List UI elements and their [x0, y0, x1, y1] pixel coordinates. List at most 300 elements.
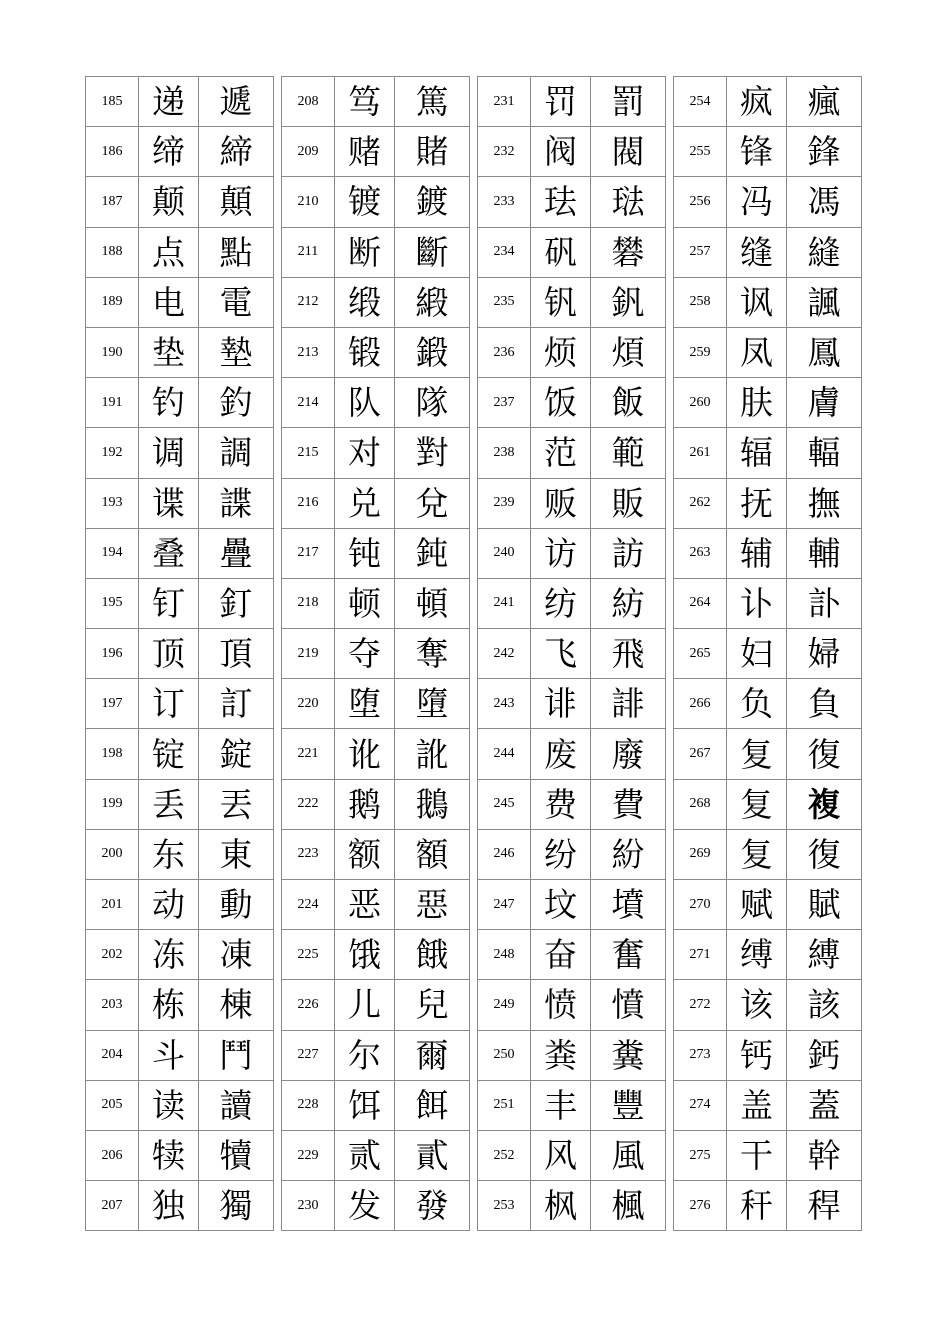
- simplified-character: 东: [139, 829, 199, 879]
- traditional-character: 兒: [395, 980, 470, 1030]
- table-row: [674, 679, 862, 729]
- simplified-character: 饭: [531, 378, 591, 428]
- row-number: 204: [86, 1030, 139, 1080]
- simplified-character: 栋: [139, 980, 199, 1030]
- row-number: 232: [478, 127, 531, 177]
- table-row: [478, 177, 666, 227]
- simplified-character: 动: [139, 880, 199, 930]
- table-row: [282, 1130, 470, 1180]
- simplified-character: 抚: [727, 478, 787, 528]
- table-row: [86, 980, 274, 1030]
- row-number: 274: [674, 1080, 727, 1130]
- traditional-character: 風: [591, 1130, 666, 1180]
- row-number: 191: [86, 378, 139, 428]
- simplified-character: 谍: [139, 478, 199, 528]
- simplified-character: 队: [335, 378, 395, 428]
- row-number: 260: [674, 378, 727, 428]
- table-row: [282, 679, 470, 729]
- table-row: [86, 729, 274, 779]
- table-row: [478, 679, 666, 729]
- table-row: [282, 428, 470, 478]
- simplified-character: 饵: [335, 1080, 395, 1130]
- table-row: [674, 327, 862, 377]
- table-row: [282, 779, 470, 829]
- row-number: 276: [674, 1181, 727, 1231]
- simplified-character: 肤: [727, 378, 787, 428]
- row-number: 271: [674, 930, 727, 980]
- table-row: [478, 1181, 666, 1231]
- table-row: [478, 779, 666, 829]
- table-row: [478, 829, 666, 879]
- row-number: 254: [674, 77, 727, 127]
- row-number: 247: [478, 880, 531, 930]
- traditional-character: 發: [395, 1181, 470, 1231]
- traditional-character: 鍛: [395, 327, 470, 377]
- traditional-character: 紛: [591, 829, 666, 879]
- table-row: [478, 880, 666, 930]
- traditional-character: 復: [787, 729, 862, 779]
- table-row: [282, 829, 470, 879]
- traditional-character: 閥: [591, 127, 666, 177]
- traditional-character: 餌: [395, 1080, 470, 1130]
- table-row: [86, 478, 274, 528]
- traditional-character: 棟: [199, 980, 274, 1030]
- simplified-character: 飞: [531, 629, 591, 679]
- traditional-character: 琺: [591, 177, 666, 227]
- table-row: [282, 127, 470, 177]
- row-number: 231: [478, 77, 531, 127]
- traditional-character: 緞: [395, 277, 470, 327]
- simplified-character: 愤: [531, 980, 591, 1030]
- simplified-character: 纺: [531, 578, 591, 628]
- traditional-character: 罰: [591, 77, 666, 127]
- simplified-character: 风: [531, 1130, 591, 1180]
- traditional-character: 瘋: [787, 77, 862, 127]
- traditional-character: 飯: [591, 378, 666, 428]
- traditional-character: 鍍: [395, 177, 470, 227]
- simplified-character: 鹅: [335, 779, 395, 829]
- row-number: 265: [674, 629, 727, 679]
- traditional-character: 錠: [199, 729, 274, 779]
- simplified-character: 烦: [531, 327, 591, 377]
- simplified-character: 顿: [335, 578, 395, 628]
- row-number: 193: [86, 478, 139, 528]
- row-number: 236: [478, 327, 531, 377]
- traditional-character: 丟: [199, 779, 274, 829]
- row-number: 199: [86, 779, 139, 829]
- simplified-character: 递: [139, 77, 199, 127]
- simplified-character: 纷: [531, 829, 591, 879]
- table-row: [674, 629, 862, 679]
- simplified-character: 讽: [727, 277, 787, 327]
- row-number: 267: [674, 729, 727, 779]
- table-row: [478, 1030, 666, 1080]
- simplified-character: 珐: [531, 177, 591, 227]
- table-row: [674, 1030, 862, 1080]
- traditional-character: 廢: [591, 729, 666, 779]
- traditional-character: 墳: [591, 880, 666, 930]
- row-number: 240: [478, 528, 531, 578]
- traditional-character: 動: [199, 880, 274, 930]
- simplified-character: 矾: [531, 227, 591, 277]
- traditional-character: 奮: [591, 930, 666, 980]
- row-number: 263: [674, 528, 727, 578]
- row-number: 223: [282, 829, 335, 879]
- simplified-character: 垫: [139, 327, 199, 377]
- row-number: 195: [86, 578, 139, 628]
- simplified-character: 颠: [139, 177, 199, 227]
- table-row: [674, 1181, 862, 1231]
- table-row: [478, 629, 666, 679]
- table-row: [86, 127, 274, 177]
- traditional-character: 撫: [787, 478, 862, 528]
- row-number: 188: [86, 227, 139, 277]
- simplified-character: 钓: [139, 378, 199, 428]
- simplified-character: 负: [727, 679, 787, 729]
- table-row: [478, 980, 666, 1030]
- table-row: [674, 578, 862, 628]
- row-number: 200: [86, 829, 139, 879]
- table-row: [86, 930, 274, 980]
- table-row: [674, 779, 862, 829]
- row-number: 248: [478, 930, 531, 980]
- table-row: [282, 1030, 470, 1080]
- simplified-character: 斗: [139, 1030, 199, 1080]
- simplified-character: 兑: [335, 478, 395, 528]
- simplified-character: 缔: [139, 127, 199, 177]
- row-number: 230: [282, 1181, 335, 1231]
- row-number: 228: [282, 1080, 335, 1130]
- row-number: 185: [86, 77, 139, 127]
- table-row: [478, 578, 666, 628]
- simplified-character: 笃: [335, 77, 395, 127]
- simplified-character: 范: [531, 428, 591, 478]
- table-row: [282, 77, 470, 127]
- traditional-character: 顛: [199, 177, 274, 227]
- table-row: [478, 378, 666, 428]
- table-row: [282, 629, 470, 679]
- traditional-character: 訪: [591, 528, 666, 578]
- simplified-character: 诽: [531, 679, 591, 729]
- traditional-character: 讀: [199, 1080, 274, 1130]
- simplified-character: 对: [335, 428, 395, 478]
- table-row: [86, 880, 274, 930]
- row-number: 257: [674, 227, 727, 277]
- traditional-character: 輻: [787, 428, 862, 478]
- table-row: [86, 277, 274, 327]
- table-row: [86, 679, 274, 729]
- table-row: [86, 378, 274, 428]
- row-number: 266: [674, 679, 727, 729]
- simplified-character: 干: [727, 1130, 787, 1180]
- traditional-character: 縛: [787, 930, 862, 980]
- table-row: [86, 177, 274, 227]
- simplified-character: 缝: [727, 227, 787, 277]
- row-number: 251: [478, 1080, 531, 1130]
- table-row: [86, 829, 274, 879]
- traditional-character: 犢: [199, 1130, 274, 1180]
- row-number: 226: [282, 980, 335, 1030]
- row-number: 225: [282, 930, 335, 980]
- table-row: [674, 428, 862, 478]
- simplified-character: 儿: [335, 980, 395, 1030]
- simplified-character: 废: [531, 729, 591, 779]
- table-row: [674, 277, 862, 327]
- simplified-character: 饿: [335, 930, 395, 980]
- traditional-character: 東: [199, 829, 274, 879]
- simplified-character: 电: [139, 277, 199, 327]
- row-number: 252: [478, 1130, 531, 1180]
- row-number: 208: [282, 77, 335, 127]
- table-row: [674, 77, 862, 127]
- simplified-character: 冻: [139, 930, 199, 980]
- row-number: 242: [478, 629, 531, 679]
- traditional-character: 訂: [199, 679, 274, 729]
- traditional-character: 隊: [395, 378, 470, 428]
- simplified-character: 调: [139, 428, 199, 478]
- row-number: 234: [478, 227, 531, 277]
- traditional-character: 馮: [787, 177, 862, 227]
- traditional-character: 賦: [787, 880, 862, 930]
- traditional-character: 奪: [395, 629, 470, 679]
- traditional-character: 調: [199, 428, 274, 478]
- simplified-character: 锋: [727, 127, 787, 177]
- traditional-character: 鈍: [395, 528, 470, 578]
- simplified-character: 罚: [531, 77, 591, 127]
- traditional-character: 縫: [787, 227, 862, 277]
- row-number: 210: [282, 177, 335, 227]
- traditional-character: 礬: [591, 227, 666, 277]
- simplified-character: 发: [335, 1181, 395, 1231]
- row-number: 222: [282, 779, 335, 829]
- table-row: [86, 227, 274, 277]
- row-number: 215: [282, 428, 335, 478]
- simplified-character: 疯: [727, 77, 787, 127]
- table-row: [282, 930, 470, 980]
- traditional-character: 煩: [591, 327, 666, 377]
- character-table-block: [85, 76, 274, 1231]
- table-row: [674, 478, 862, 528]
- row-number: 221: [282, 729, 335, 779]
- simplified-character: 尔: [335, 1030, 395, 1080]
- traditional-character: 訃: [787, 578, 862, 628]
- traditional-character: 鈣: [787, 1030, 862, 1080]
- row-number: 255: [674, 127, 727, 177]
- row-number: 186: [86, 127, 139, 177]
- row-number: 202: [86, 930, 139, 980]
- traditional-character: 諷: [787, 277, 862, 327]
- traditional-character: 遞: [199, 77, 274, 127]
- traditional-character: 鬥: [199, 1030, 274, 1080]
- row-number: 233: [478, 177, 531, 227]
- table-row: [478, 227, 666, 277]
- table-row: [478, 77, 666, 127]
- table-row: [674, 980, 862, 1030]
- row-number: 227: [282, 1030, 335, 1080]
- simplified-character: 粪: [531, 1030, 591, 1080]
- table-row: [674, 127, 862, 177]
- simplified-character: 钒: [531, 277, 591, 327]
- table-row: [282, 729, 470, 779]
- table-row: [674, 880, 862, 930]
- table-row: [86, 327, 274, 377]
- row-number: 212: [282, 277, 335, 327]
- traditional-character: 惡: [395, 880, 470, 930]
- table-row: [674, 177, 862, 227]
- row-number: 201: [86, 880, 139, 930]
- traditional-character: 輔: [787, 528, 862, 578]
- table-row: [86, 1130, 274, 1180]
- table-row: [478, 1130, 666, 1180]
- table-row: [282, 227, 470, 277]
- simplified-character: 钉: [139, 578, 199, 628]
- traditional-character: 負: [787, 679, 862, 729]
- traditional-character: 凍: [199, 930, 274, 980]
- row-number: 206: [86, 1130, 139, 1180]
- traditional-character: 頓: [395, 578, 470, 628]
- row-number: 272: [674, 980, 727, 1030]
- simplified-character: 费: [531, 779, 591, 829]
- traditional-character: 復: [787, 829, 862, 879]
- simplified-character: 堕: [335, 679, 395, 729]
- character-table-block: [673, 76, 862, 1231]
- traditional-character: 誹: [591, 679, 666, 729]
- traditional-character: 糞: [591, 1030, 666, 1080]
- table-row: [86, 1181, 274, 1231]
- row-number: 244: [478, 729, 531, 779]
- table-row: [282, 478, 470, 528]
- row-number: 224: [282, 880, 335, 930]
- traditional-character: 鳳: [787, 327, 862, 377]
- traditional-character: 篤: [395, 77, 470, 127]
- simplified-character: 点: [139, 227, 199, 277]
- simplified-character: 镀: [335, 177, 395, 227]
- row-number: 237: [478, 378, 531, 428]
- simplified-character: 访: [531, 528, 591, 578]
- simplified-character: 妇: [727, 629, 787, 679]
- table-row: [282, 327, 470, 377]
- simplified-character: 枫: [531, 1181, 591, 1231]
- row-number: 243: [478, 679, 531, 729]
- row-number: 249: [478, 980, 531, 1030]
- table-row: [282, 177, 470, 227]
- traditional-character: 斷: [395, 227, 470, 277]
- simplified-character: 额: [335, 829, 395, 879]
- simplified-character: 赌: [335, 127, 395, 177]
- row-number: 245: [478, 779, 531, 829]
- character-table-block: [281, 76, 470, 1231]
- simplified-character: 复: [727, 729, 787, 779]
- row-number: 211: [282, 227, 335, 277]
- traditional-character: 該: [787, 980, 862, 1030]
- traditional-character: 額: [395, 829, 470, 879]
- table-row: [282, 277, 470, 327]
- simplified-character: 丰: [531, 1080, 591, 1130]
- simplified-character: 钙: [727, 1030, 787, 1080]
- table-row: [478, 277, 666, 327]
- traditional-character: 獨: [199, 1181, 274, 1231]
- table-row: [674, 829, 862, 879]
- simplified-character: 盖: [727, 1080, 787, 1130]
- traditional-character: 釘: [199, 578, 274, 628]
- traditional-character: 幹: [787, 1130, 862, 1180]
- simplified-character: 缎: [335, 277, 395, 327]
- row-number: 214: [282, 378, 335, 428]
- row-number: 259: [674, 327, 727, 377]
- table-row: [86, 629, 274, 679]
- table-row: [282, 1080, 470, 1130]
- row-number: 205: [86, 1080, 139, 1130]
- table-row: [282, 1181, 470, 1231]
- traditional-character: 鋒: [787, 127, 862, 177]
- row-number: 269: [674, 829, 727, 879]
- simplified-character: 贩: [531, 478, 591, 528]
- table-row: [282, 880, 470, 930]
- simplified-character: 缚: [727, 930, 787, 980]
- table-row: [478, 127, 666, 177]
- simplified-character: 复: [727, 779, 787, 829]
- simplified-character: 锭: [139, 729, 199, 779]
- row-number: 196: [86, 629, 139, 679]
- row-number: 203: [86, 980, 139, 1030]
- row-number: 258: [674, 277, 727, 327]
- traditional-character: 墮: [395, 679, 470, 729]
- simplified-character: 讣: [727, 578, 787, 628]
- table-row: [674, 528, 862, 578]
- row-number: 209: [282, 127, 335, 177]
- traditional-character: 賭: [395, 127, 470, 177]
- row-number: 241: [478, 578, 531, 628]
- simplified-character: 阀: [531, 127, 591, 177]
- row-number: 197: [86, 679, 139, 729]
- row-number: 253: [478, 1181, 531, 1231]
- table-row: [282, 528, 470, 578]
- row-number: 250: [478, 1030, 531, 1080]
- simplified-character: 钝: [335, 528, 395, 578]
- traditional-character: 婦: [787, 629, 862, 679]
- traditional-character: 釩: [591, 277, 666, 327]
- row-number: 187: [86, 177, 139, 227]
- simplified-character: 赋: [727, 880, 787, 930]
- traditional-character: 飛: [591, 629, 666, 679]
- traditional-character: 爾: [395, 1030, 470, 1080]
- traditional-character: 貳: [395, 1130, 470, 1180]
- simplified-character: 犊: [139, 1130, 199, 1180]
- row-number: 235: [478, 277, 531, 327]
- traditional-character: 鵝: [395, 779, 470, 829]
- table-row: [478, 428, 666, 478]
- traditional-character: 墊: [199, 327, 274, 377]
- row-number: 194: [86, 528, 139, 578]
- row-number: 220: [282, 679, 335, 729]
- row-number: 261: [674, 428, 727, 478]
- row-number: 270: [674, 880, 727, 930]
- simplified-character: 独: [139, 1181, 199, 1231]
- table-row: [674, 729, 862, 779]
- row-number: 268: [674, 779, 727, 829]
- row-number: 256: [674, 177, 727, 227]
- simplified-character: 坟: [531, 880, 591, 930]
- table-row: [674, 227, 862, 277]
- simplified-character: 恶: [335, 880, 395, 930]
- row-number: 273: [674, 1030, 727, 1080]
- traditional-character: 蓋: [787, 1080, 862, 1130]
- traditional-character: 費: [591, 779, 666, 829]
- traditional-character: 電: [199, 277, 274, 327]
- row-number: 213: [282, 327, 335, 377]
- traditional-character: 頂: [199, 629, 274, 679]
- character-table-block: [477, 76, 666, 1231]
